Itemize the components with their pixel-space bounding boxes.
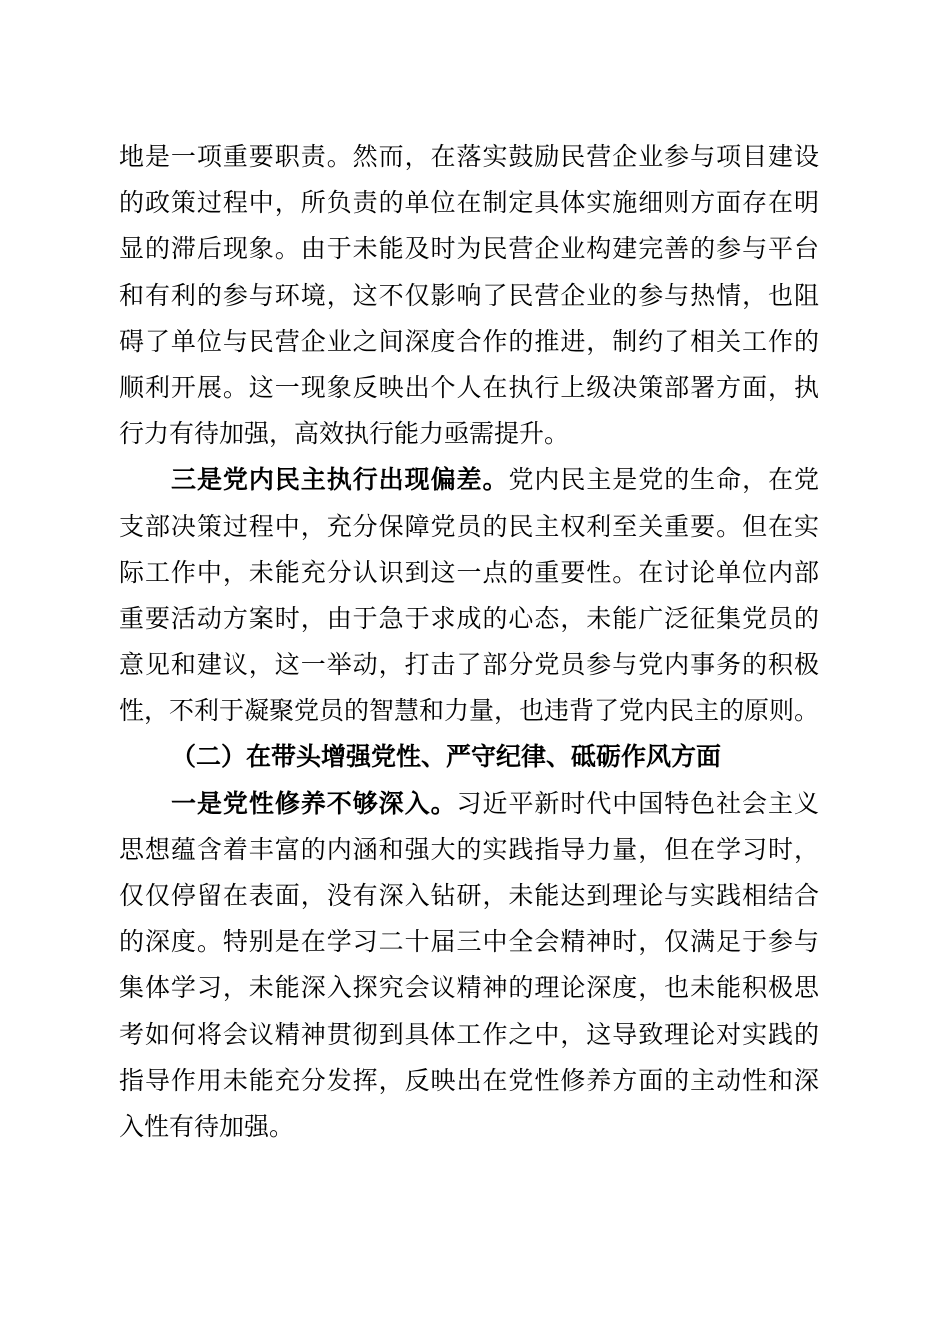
paragraph-party-spirit [119,781,819,1151]
text-line: 和有利的参与环境，这不仅影响了民营企业的参与热情，也阻 [119,280,819,310]
paragraph-party-democracy [119,457,819,734]
paragraph-text: 习近平新时代中国特色社会主义 [456,788,819,818]
text-line: 性，不利于凝聚党员的智慧和力量，也违背了党内民主的原则。 [119,696,820,726]
text-line: 显的滞后现象。由于未能及时为民营企业构建完善的参与平台 [119,234,819,264]
text-line: 思想蕴含着丰富的内涵和强大的实践指导力量，但在学习时， [119,834,819,864]
paragraph-continuation [119,134,819,457]
text-line: 碍了单位与民营企业之间深度合作的推进，制约了相关工作的 [119,326,819,356]
text-line: 考如何将会议精神贯彻到具体工作之中，这导致理论对实践的 [119,1019,819,1049]
paragraph-lead: 三是党内民主执行出现偏差。 [171,465,509,495]
document-body [119,134,819,1150]
text-line: 际工作中，未能充分认识到这一点的重要性。在讨论单位内部 [119,557,819,587]
text-line: 集体学习，未能深入探究会议精神的理论深度，也未能积极思 [119,973,819,1003]
text-line: 顺利开展。这一现象反映出个人在执行上级决策部署方面，执 [119,372,819,402]
text-line: 支部决策过程中，充分保障党员的民主权利至关重要。但在实 [119,511,819,541]
text-line: 的政策过程中，所负责的单位在制定具体实施细则方面存在明 [119,188,819,218]
text-line: 意见和建议，这一举动，打击了部分党员参与党内事务的积极 [119,650,819,680]
paragraph-text: 党内民主是党的生命，在党 [508,465,819,495]
text-line [119,781,819,827]
text-line: 的深度。特别是在学习二十届三中全会精神时，仅满足于参与 [119,927,819,957]
section-heading: （二）在带头增强党性、严守纪律、砥砺作风方面 [171,742,722,772]
text-line: 仅仅停留在表面，没有深入钻研，未能达到理论与实践相结合 [119,881,819,910]
text-line: 指导作用未能充分发挥，反映出在党性修养方面的主动性和深 [119,1065,819,1095]
text-line: 入性有待加强。 [119,1111,295,1141]
text-line: 行力有待加强，高效执行能力亟需提升。 [119,419,570,449]
text-line: 地是一项重要职责。然而，在落实鼓励民营企业参与项目建设 [119,142,819,171]
paragraph-lead: 一是党性修养不够深入。 [171,788,457,818]
text-line [119,457,819,503]
text-line: 重要活动方案时，由于急于求成的心态，未能广泛征集党员的 [119,603,819,633]
